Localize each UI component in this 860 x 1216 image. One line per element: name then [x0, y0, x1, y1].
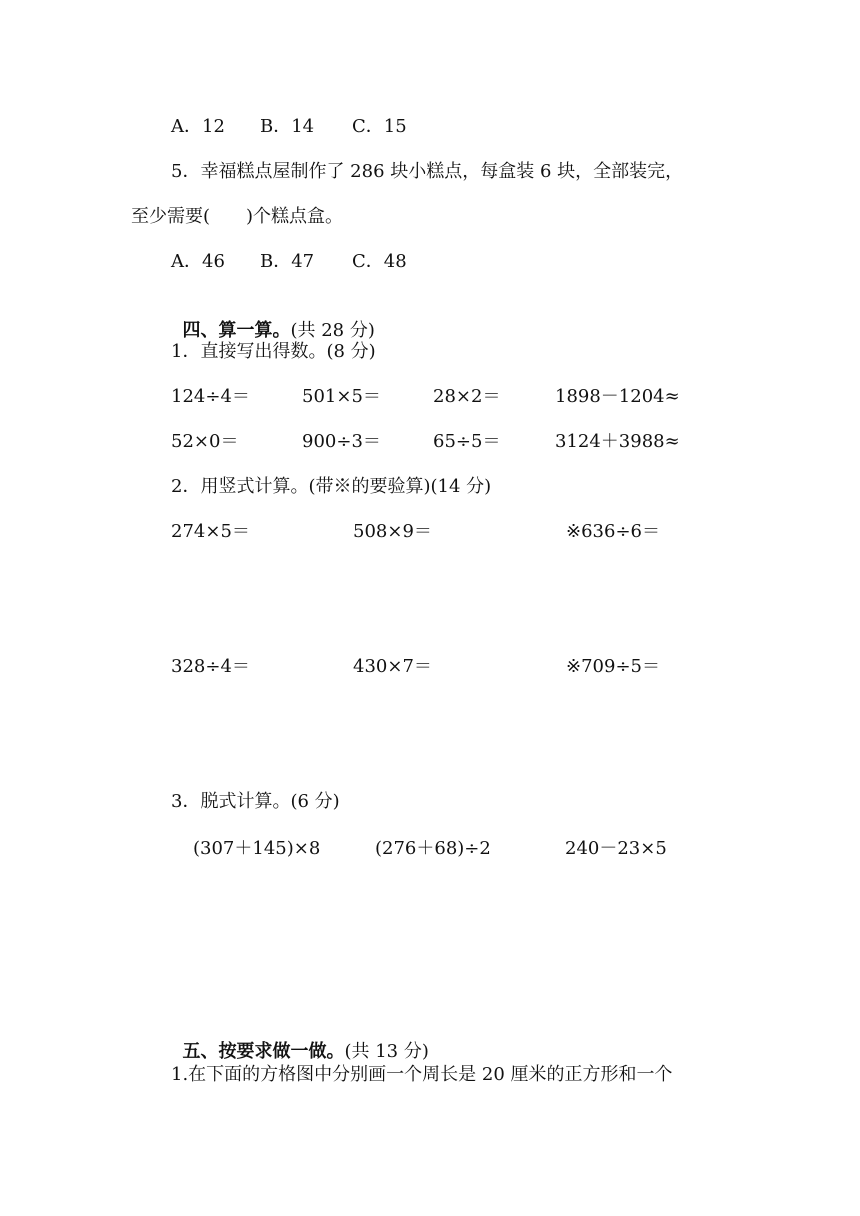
oral-calc-item: 28×2＝ — [433, 386, 501, 407]
vertical-calc-item: ※709÷5＝ — [566, 656, 660, 677]
stepwise-calc-item: 240－23×5 — [565, 838, 667, 859]
q5-text-line1: 5．幸福糕点屋制作了 286 块小糕点，每盒装 6 块，全部装完， — [171, 161, 684, 182]
oral-calc-item: 52×0＝ — [171, 431, 239, 452]
oral-calc-item: 1898－1204≈ — [555, 386, 680, 407]
section5-heading — [171, 1016, 429, 1064]
section4-sub2-title: 2．用竖式计算。(带※的要验算)(14 分) — [171, 476, 492, 497]
section5-score: (共 13 分) — [344, 1041, 429, 1062]
q4-option-c: C．15 — [352, 116, 407, 137]
q5-text-line2: 至少需要( )个糕点盒。 — [131, 206, 344, 227]
q5-option-a: A．46 — [171, 251, 225, 272]
section4-sub1-title: 1．直接写出得数。(8 分) — [171, 341, 376, 362]
section4-title: 四、算一算。 — [182, 320, 291, 341]
vertical-calc-item: 328÷4＝ — [171, 656, 250, 677]
vertical-calc-item: 508×9＝ — [353, 521, 432, 542]
vertical-calc-item: 274×5＝ — [171, 521, 250, 542]
oral-calc-item: 65÷5＝ — [433, 431, 501, 452]
section5-sub1-text: 1.在下面的方格图中分别画一个周长是 20 厘米的正方形和一个 — [171, 1064, 673, 1085]
q5-option-c: C．48 — [352, 251, 407, 272]
q5-option-b: B．47 — [260, 251, 315, 272]
vertical-calc-item: ※636÷6＝ — [566, 521, 660, 542]
oral-calc-item: 124÷4＝ — [171, 386, 250, 407]
oral-calc-item: 900÷3＝ — [302, 431, 381, 452]
section4-sub3-title: 3．脱式计算。(6 分) — [171, 791, 340, 812]
vertical-calc-item: 430×7＝ — [353, 656, 432, 677]
stepwise-calc-item: (276＋68)÷2 — [375, 838, 491, 859]
stepwise-calc-item: (307＋145)×8 — [193, 838, 321, 859]
section4-heading — [171, 295, 375, 343]
q4-option-b: B．14 — [260, 116, 315, 137]
oral-calc-item: 3124＋3988≈ — [555, 431, 680, 452]
section5-title: 五、按要求做一做。 — [182, 1041, 345, 1062]
oral-calc-item: 501×5＝ — [302, 386, 381, 407]
section4-score: (共 28 分) — [290, 320, 375, 341]
q4-option-a: A．12 — [171, 116, 225, 137]
